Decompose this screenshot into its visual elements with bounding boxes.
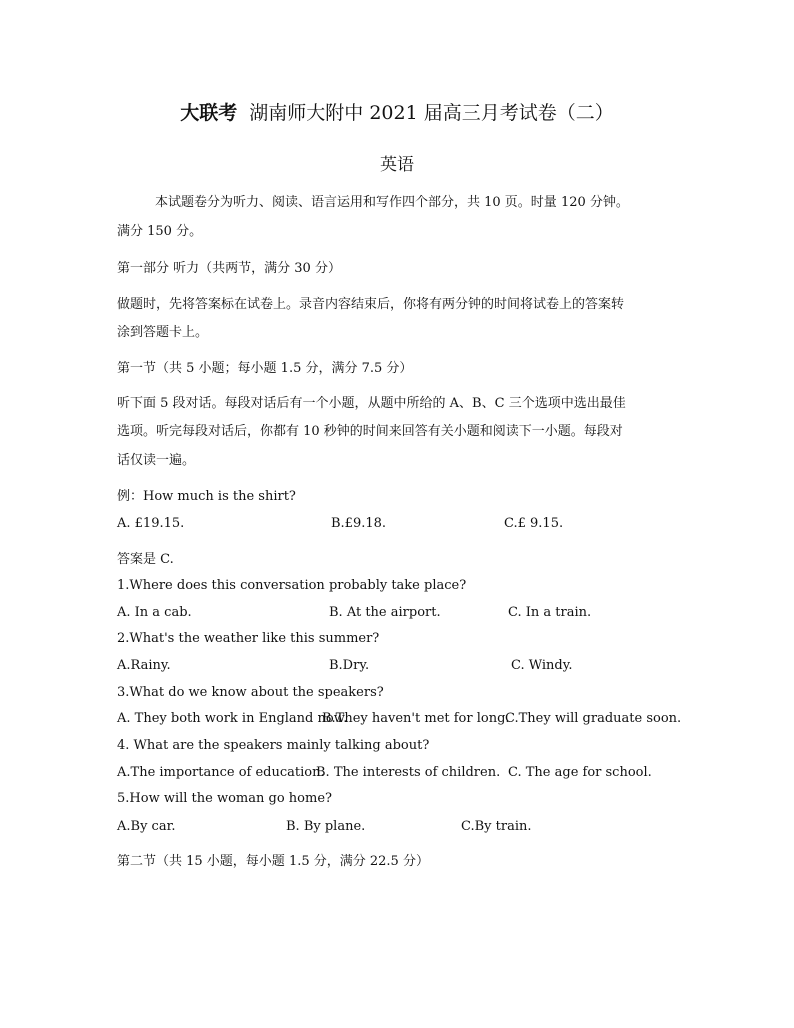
section1-instruction-1: 听下面 5 段对话。每段对话后有一个小题，从题中所给的 A、B、C 三个选项中选出最佳 (117, 396, 626, 411)
example-option-b: B.£9.18. (331, 516, 387, 531)
example-answer: 答案是 C. (117, 552, 174, 567)
question-3-option-a: A. They both work in England now. (117, 711, 348, 726)
question-5-option-b: B. By plane. (286, 819, 366, 834)
title-text: 湖南师大附中 2021 届高三月考试卷（二） (249, 102, 614, 124)
question-1-option-a: A. In a cab. (117, 605, 192, 620)
question-2-option-a: A.Rainy. (117, 658, 171, 673)
question-5: 5.How will the woman go home? (117, 791, 332, 806)
example-option-a: A. £19.15. (117, 516, 185, 531)
question-1: 1.Where does this conversation probably take place? (117, 578, 467, 593)
section1-heading: 第一节（共 5 小题；每小题 1.5 分，满分 7.5 分） (117, 361, 413, 376)
section2-heading: 第二节（共 15 小题，每小题 1.5 分，满分 22.5 分） (117, 854, 429, 869)
question-2: 2.What's the weather like this summer? (117, 631, 380, 646)
question-2-option-b: B.Dry. (329, 658, 370, 673)
part1-instruction-2: 涂到答题卡上。 (117, 325, 209, 340)
intro-line-2: 满分 150 分。 (117, 224, 203, 239)
question-4-option-b: B. The interests of children. (316, 765, 501, 780)
subject-title: 英语 (380, 155, 414, 175)
question-4-option-a: A.The importance of education. (117, 765, 325, 780)
question-1-option-b: B. At the airport. (329, 605, 441, 620)
question-5-option-c: C.By train. (461, 819, 532, 834)
example-question: 例：How much is the shirt? (117, 489, 296, 504)
intro-line-1: 本试题卷分为听力、阅读、语言运用和写作四个部分，共 10 页。时量 120 分钟。 (155, 195, 629, 210)
question-5-option-a: A.By car. (117, 819, 176, 834)
section1-instruction-2: 选项。听完每段对话后，你都有 10 秒钟的时间来回答有关小题和阅读下一小题。每段对 (117, 424, 623, 439)
question-1-option-c: C. In a train. (508, 605, 592, 620)
part1-heading: 第一部分 听力（共两节，满分 30 分） (117, 261, 341, 276)
question-3-option-c: C.They will graduate soon. (505, 711, 682, 726)
example-option-c: C.£ 9.15. (504, 516, 564, 531)
exam-title (0, 98, 794, 125)
question-4-option-c: C. The age for school. (508, 765, 652, 780)
question-2-option-c: C. Windy. (511, 658, 573, 673)
question-4: 4. What are the speakers mainly talking about? (117, 738, 430, 753)
brand-label: 大联考 (180, 102, 238, 124)
question-3: 3.What do we know about the speakers? (117, 685, 384, 700)
section1-instruction-3: 话仅读一遍。 (117, 453, 196, 468)
part1-instruction-1: 做题时，先将答案标在试卷上。录音内容结束后，你将有两分钟的时间将试卷上的答案转 (117, 297, 625, 312)
question-3-option-b: B.They haven't met for long. (322, 711, 510, 726)
